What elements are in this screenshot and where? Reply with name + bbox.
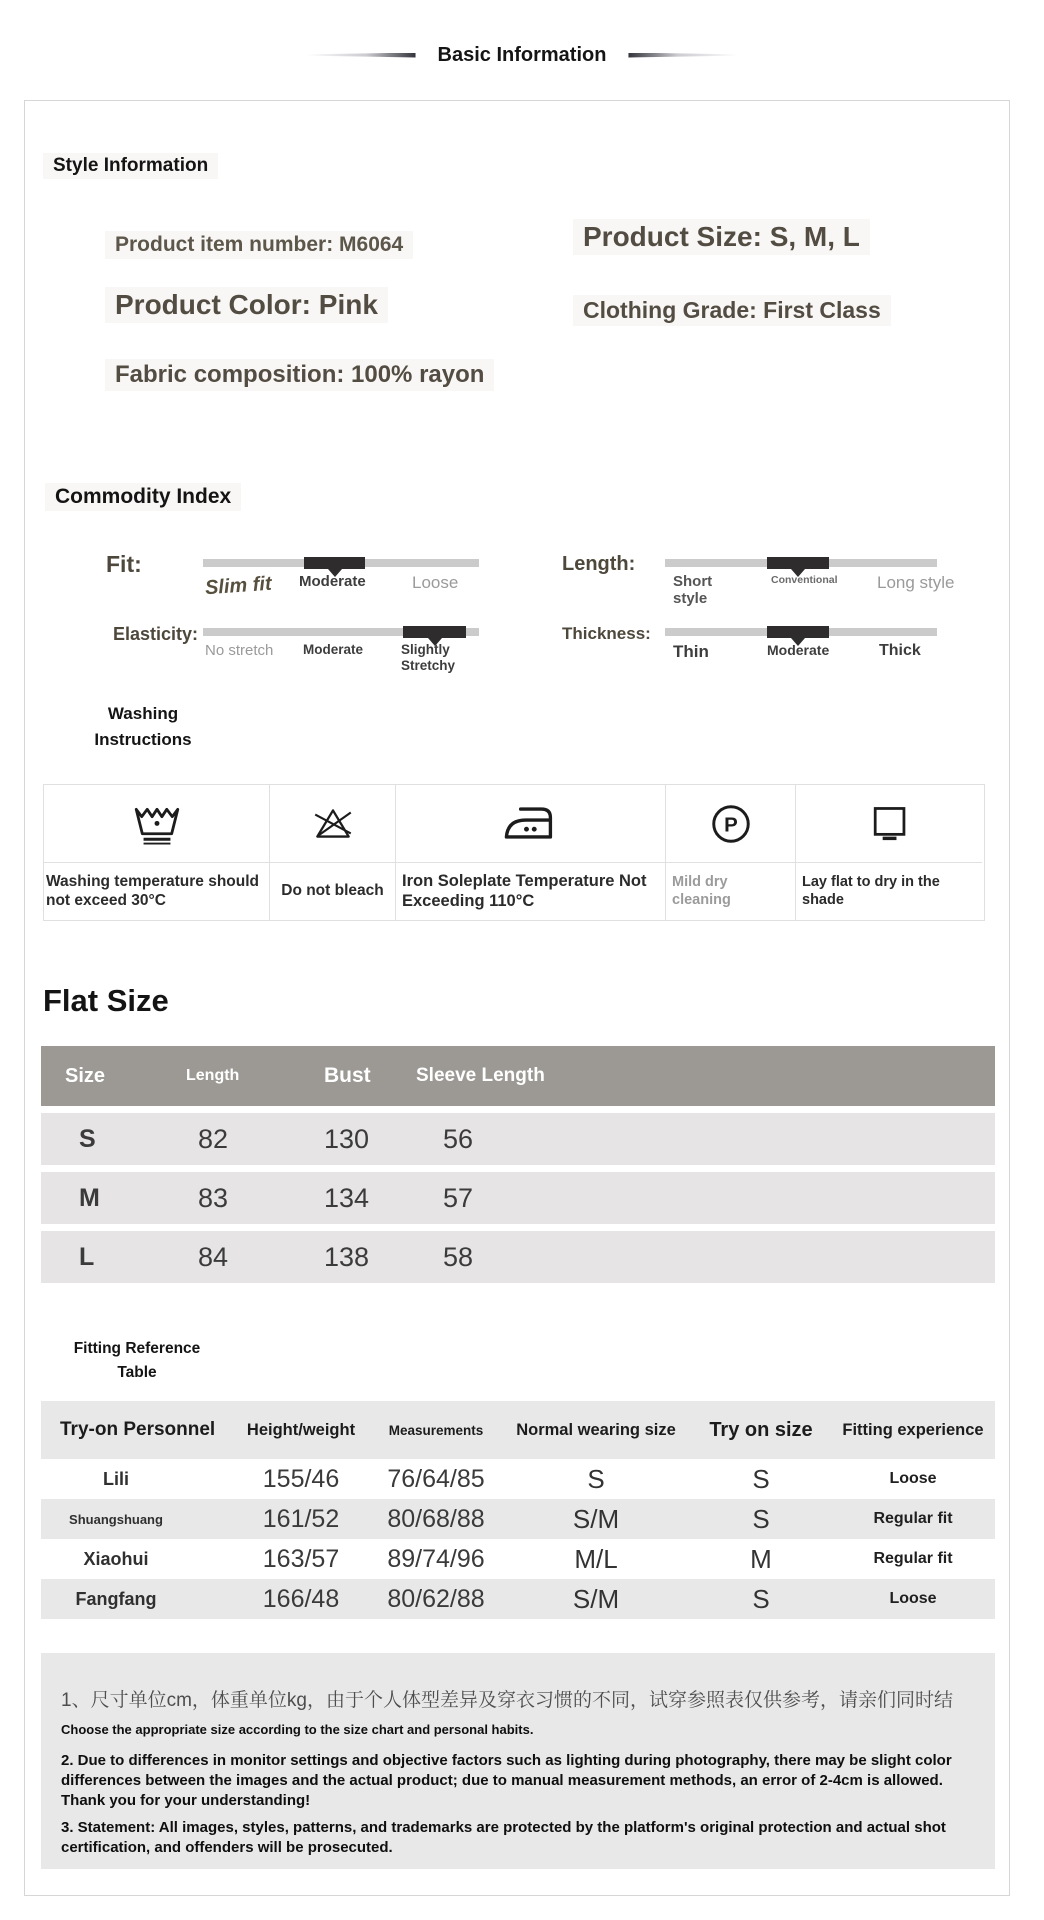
length-label: Length: bbox=[562, 553, 636, 575]
flat-size-header-row bbox=[41, 1046, 995, 1106]
sleeve-cell: 57 bbox=[443, 1182, 474, 1213]
do-not-bleach-icon bbox=[269, 785, 395, 862]
table-row bbox=[41, 1579, 995, 1619]
height-weight-cell: 163/57 bbox=[262, 1544, 340, 1573]
experience-cell: Regular fit bbox=[873, 1510, 953, 1527]
normal-size-cell: S/M bbox=[572, 1503, 620, 1534]
flat-size-heading: Flat Size bbox=[43, 983, 169, 1018]
decorative-line-left bbox=[306, 53, 416, 58]
iron-temp-label: Iron Soleplate Temperature Not Exceeding 110°C bbox=[395, 862, 665, 920]
measurements-cell: 76/64/85 bbox=[387, 1464, 485, 1493]
wash-30-label: Washing temperature should not exceed 30°C bbox=[44, 862, 269, 920]
col-try-on-personnel: Try-on Personnel bbox=[60, 1419, 216, 1440]
height-weight-cell: 155/46 bbox=[262, 1464, 340, 1493]
thickness-option-moderate: Moderate bbox=[767, 642, 830, 658]
height-weight-cell: 161/52 bbox=[262, 1504, 340, 1533]
product-info-card bbox=[24, 100, 1010, 1896]
table-row bbox=[41, 1539, 995, 1579]
mild-dry-clean-icon bbox=[665, 785, 795, 862]
iron-temp-icon bbox=[395, 785, 665, 862]
note-cn: 1、尺寸单位cm，体重单位kg，由于个人体型差异及穿衣习惯的不同，试穿参照表仅供参考，请亲们同时结 bbox=[61, 1690, 953, 1711]
washing-instructions-heading: Washing Instructions bbox=[94, 704, 192, 750]
col-normal-wearing-size: Normal wearing size bbox=[516, 1420, 676, 1439]
table-row bbox=[41, 1172, 995, 1224]
note-size-chart: Choose the appropriate size according to the size chart and personal habits. bbox=[61, 1722, 534, 1737]
thickness-slider bbox=[665, 628, 937, 698]
lay-flat-dry-icon bbox=[795, 785, 982, 862]
washing-instructions-table bbox=[43, 784, 985, 921]
personnel-cell: Xiaohui bbox=[83, 1548, 149, 1569]
fit-option-loose: Loose bbox=[412, 573, 459, 592]
table-row bbox=[41, 1231, 995, 1283]
elasticity-slider-indicator bbox=[403, 626, 466, 638]
fabric-composition: Fabric composition: 100% rayon bbox=[105, 359, 494, 391]
col-bust: Bust bbox=[324, 1064, 371, 1087]
bust-cell: 134 bbox=[324, 1182, 370, 1213]
fit-slider-track bbox=[203, 559, 479, 567]
length-cell: 82 bbox=[198, 1123, 229, 1154]
page-header bbox=[0, 38, 1044, 72]
fit-slider-indicator bbox=[304, 557, 365, 569]
normal-size-cell: S bbox=[587, 1463, 605, 1494]
fitting-heading-line2: Table bbox=[117, 1364, 157, 1382]
fitting-reference-heading bbox=[67, 1337, 207, 1385]
personnel-cell: Fangfang bbox=[75, 1588, 157, 1609]
col-length: Length bbox=[186, 1067, 240, 1084]
try-on-size-cell: S bbox=[752, 1463, 770, 1494]
decorative-line-right bbox=[628, 53, 738, 58]
normal-size-cell: M/L bbox=[574, 1543, 618, 1574]
size-cell: S bbox=[79, 1124, 96, 1153]
experience-cell: Loose bbox=[889, 1470, 937, 1487]
length-option-conventional: Conventional bbox=[771, 574, 838, 586]
normal-size-cell: S/M bbox=[572, 1583, 620, 1614]
size-cell: M bbox=[79, 1183, 100, 1212]
col-try-on-size: Try on size bbox=[709, 1418, 813, 1441]
clothing-grade: Clothing Grade: First Class bbox=[573, 295, 891, 326]
mild-dry-clean-label: Mild dry cleaning bbox=[665, 862, 795, 920]
col-fitting-experience: Fitting experience bbox=[842, 1420, 984, 1439]
bust-cell: 138 bbox=[324, 1241, 370, 1272]
product-color: Product Color: Pink bbox=[105, 287, 388, 323]
fit-slider bbox=[203, 559, 479, 629]
length-slider-track bbox=[665, 559, 937, 567]
height-weight-cell: 166/48 bbox=[262, 1584, 340, 1613]
commodity-index-heading: Commodity Index bbox=[45, 483, 241, 511]
thickness-option-thin: Thin bbox=[673, 642, 709, 661]
fit-option-slim-fit: Slim fit bbox=[204, 572, 273, 600]
size-cell: L bbox=[79, 1242, 95, 1271]
flat-size-table bbox=[41, 1046, 995, 1283]
thickness-slider-track bbox=[665, 628, 937, 636]
product-size: Product Size: S, M, L bbox=[573, 219, 870, 255]
length-option-short-style: Short style bbox=[673, 573, 713, 608]
page-title: Basic Information bbox=[437, 43, 607, 66]
length-slider bbox=[665, 559, 955, 629]
thickness-slider-indicator bbox=[767, 626, 829, 638]
col-size: Size bbox=[65, 1064, 106, 1087]
table-row bbox=[41, 1113, 995, 1165]
table-row bbox=[41, 1499, 995, 1539]
elasticity-option-moderate: Moderate bbox=[303, 642, 364, 657]
sleeve-cell: 56 bbox=[443, 1123, 474, 1154]
fit-option-moderate: Moderate bbox=[299, 573, 366, 590]
length-slider-indicator bbox=[767, 557, 829, 569]
elasticity-slider bbox=[203, 628, 479, 698]
bust-cell: 130 bbox=[324, 1123, 370, 1154]
col-sleeve-length: Sleeve Length bbox=[416, 1065, 545, 1086]
sleeve-cell: 58 bbox=[443, 1241, 474, 1272]
measurements-cell: 80/68/88 bbox=[387, 1504, 485, 1533]
experience-cell: Regular fit bbox=[873, 1550, 953, 1567]
fit-label: Fit: bbox=[106, 551, 142, 577]
length-cell: 83 bbox=[198, 1182, 229, 1213]
personnel-cell: Lili bbox=[103, 1468, 129, 1489]
length-cell: 84 bbox=[198, 1241, 229, 1272]
thickness-label: Thickness: bbox=[562, 624, 651, 643]
elasticity-label: Elasticity: bbox=[113, 624, 199, 644]
try-on-size-cell: M bbox=[750, 1543, 772, 1574]
col-measurements: Measurements bbox=[388, 1422, 484, 1438]
measurements-cell: 80/62/88 bbox=[387, 1584, 485, 1613]
length-option-long-style: Long style bbox=[877, 573, 955, 592]
col-height-weight: Height/weight bbox=[246, 1420, 356, 1439]
elasticity-slider-track bbox=[203, 628, 479, 636]
elasticity-option-no-stretch: No stretch bbox=[205, 642, 274, 659]
try-on-size-cell: S bbox=[752, 1583, 770, 1614]
elasticity-option-slightly-stretchy: Slightly Stretchy bbox=[401, 642, 456, 673]
svg-text:P: P bbox=[723, 813, 738, 837]
fitting-heading-line1: Fitting Reference bbox=[73, 1340, 201, 1357]
lay-flat-dry-label: Lay flat to dry in the shade bbox=[795, 862, 982, 920]
do-not-bleach-label: Do not bleach bbox=[269, 862, 395, 920]
wash-30-icon bbox=[44, 785, 269, 862]
measurements-cell: 89/74/96 bbox=[387, 1544, 485, 1573]
notes-panel bbox=[41, 1653, 995, 1869]
style-information-heading: Style Information bbox=[43, 153, 218, 179]
experience-cell: Loose bbox=[889, 1590, 937, 1607]
product-item-number: Product item number: M6064 bbox=[105, 231, 413, 259]
table-row bbox=[41, 1459, 995, 1499]
thickness-option-thick: Thick bbox=[879, 642, 921, 659]
note-statement: 3. Statement: All images, styles, patterns, and trademarks are protected by the platform's original protection and actual shot certification, and offenders will be prosecuted. bbox=[61, 1818, 946, 1856]
try-on-size-cell: S bbox=[752, 1503, 770, 1534]
personnel-cell: Shuangshuang bbox=[69, 1511, 163, 1527]
note-color-difference: 2. Due to differences in monitor settings and objective factors such as lighting during photography, there may be slight color differences between the images and the actual product; due to manual measurement methods, an error of 2-4cm is allowed. Thank you for your understanding! bbox=[61, 1752, 952, 1809]
fitting-reference-table bbox=[41, 1401, 995, 1619]
fitting-header-row bbox=[41, 1401, 995, 1459]
